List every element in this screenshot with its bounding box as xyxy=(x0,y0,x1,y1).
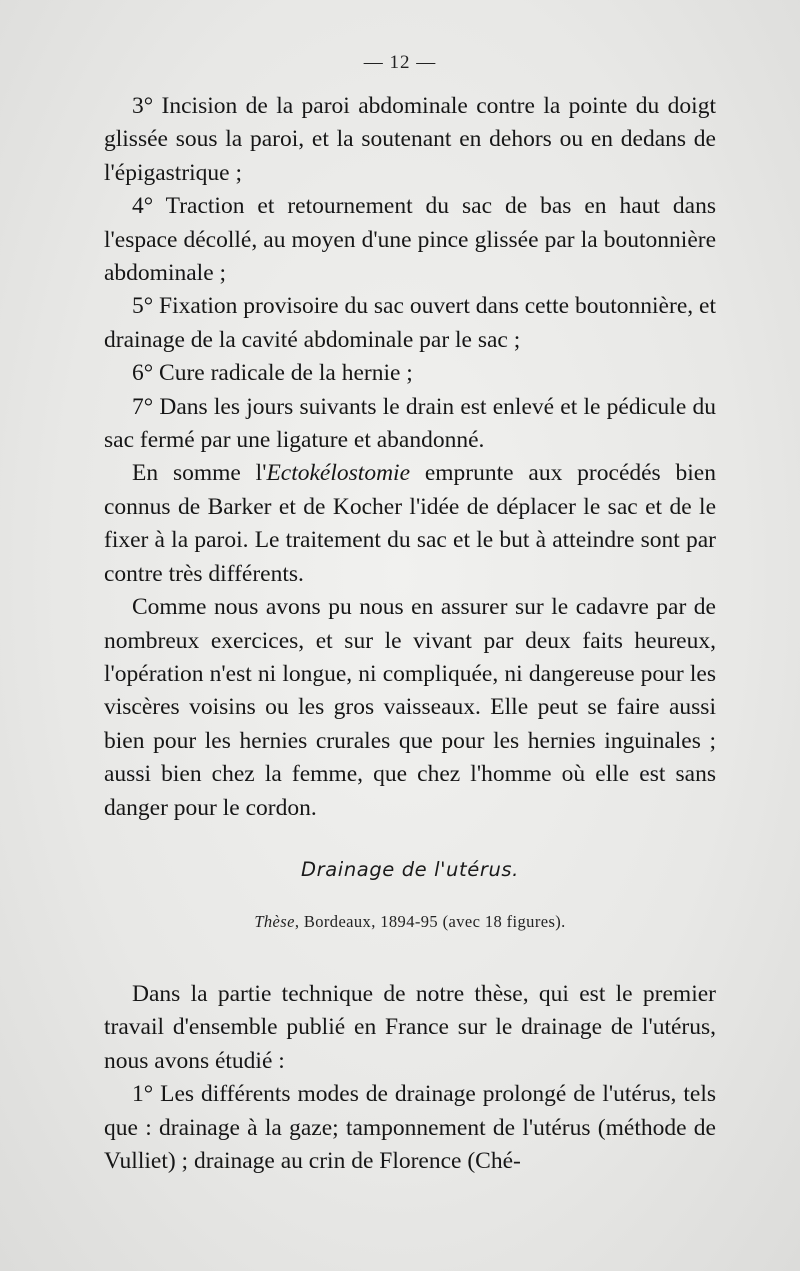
somme-after: emprunte aux procédés bien connus de Barker et de Kocher l'idée de déplacer le sac et de le fixer à la paroi. Le traitement du sac et le but à atteindre sont par contre très différents. xyxy=(104,460,716,587)
paragraph-step-1: 1° Les différents modes de drainage prolongé de l'utérus, tels que : drainage à la gaze; tamponnement de l'utérus (méthode de Vulliet) ; drainage au crin de Florence (Ché- xyxy=(104,1081,716,1175)
section-title: Drainage de l'utérus. xyxy=(301,858,519,881)
text-block-bottom xyxy=(104,978,716,1178)
paragraph-step-7: 7° Dans les jours suivants le drain est enlevé et le pédicule du sac fermé par une ligature et abandonné. xyxy=(104,393,716,454)
paragraph-step-4: 4° Traction et retournement du sac de bas en haut dans l'espace décollé, au moyen d'une pince glissée par la boutonnière abdominale ; xyxy=(104,193,716,287)
paragraph-step-6: 6° Cure radicale de la hernie ; xyxy=(132,360,413,387)
subtitle-rest: , Bordeaux, 1894-95 (avec 18 figures). xyxy=(294,912,566,931)
page-number: — 12 — xyxy=(363,52,437,73)
paragraph-step-5: 5° Fixation provisoire du sac ouvert dans cette boutonnière, et drainage de la cavité abdominale par le sac ; xyxy=(104,293,716,353)
ectokelostomie-term: Ectokélostomie xyxy=(266,460,410,487)
paragraph-dans-la-partie: Dans la partie technique de notre thèse, qui est le premier travail d'ensemble publié en France sur le drainage de l'utérus, nous avons étudié : xyxy=(104,981,716,1074)
subtitle-these: Thèse xyxy=(254,912,295,931)
paragraph-en-somme xyxy=(104,457,716,591)
paragraph-step-3: 3° Incision de la paroi abdominale contre la pointe du doigt glissée sous la paroi, et la soutenant en dehors ou en dedans de l'épigastrique ; xyxy=(104,93,716,186)
section-subtitle xyxy=(0,912,800,932)
somme-before: En somme l' xyxy=(132,460,267,487)
text-block-top xyxy=(104,90,716,825)
paragraph-comme: Comme nous avons pu nous en assurer sur le cadavre par de nombreux exercices, et sur le vivant par deux faits heureux, l'opération n'est ni longue, ni compliquée, ni dangereuse pour les viscères voisins ou les gros vaisseaux. Elle peut se faire aussi bien pour les hernies crurales que pour les hernies inguinales ; aussi bien chez la femme, que chez l'homme où elle est sans danger pour le cordon. xyxy=(104,594,716,821)
